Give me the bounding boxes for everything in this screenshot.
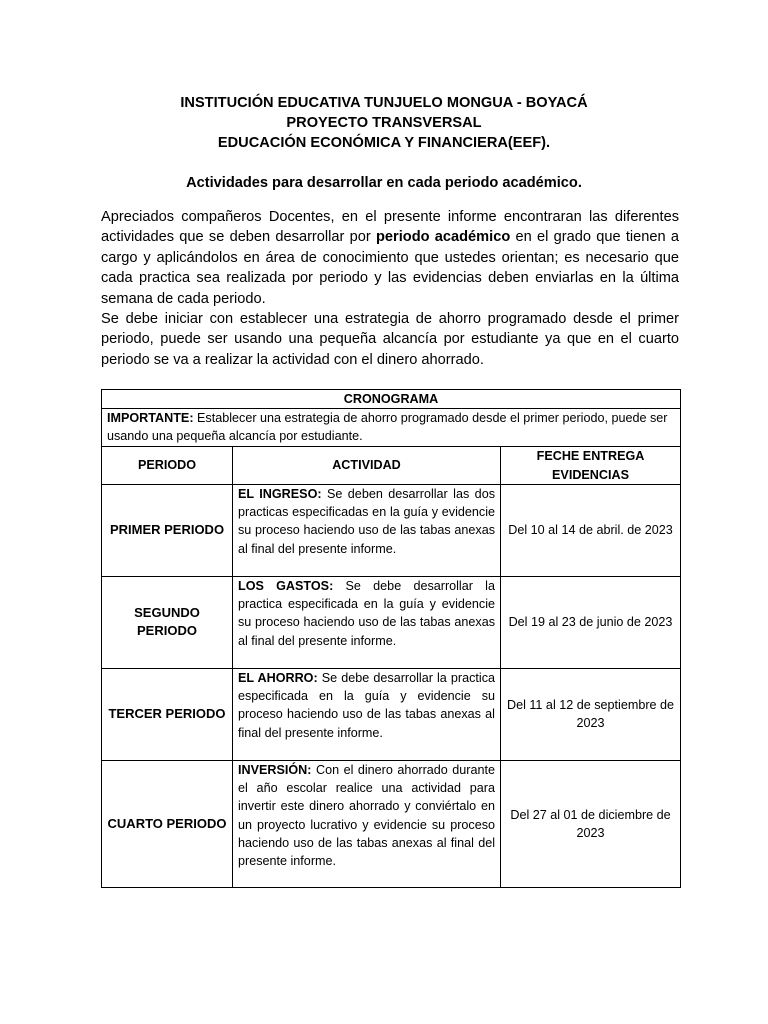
- period-cell: SEGUNDO PERIODO: [102, 576, 233, 668]
- activity-label: EL AHORRO:: [238, 670, 318, 685]
- activity-label: LOS GASTOS:: [238, 578, 334, 593]
- table-row: [102, 484, 681, 576]
- intro-p1-text-end: en el grado que tienen a cargo y aplicándolos en área de conocimiento que ustedes orientan; es necesario que cada practica sea realizada por periodo y las evidencias deben enviarlas en la última semana de cada periodo.: [101, 229, 679, 307]
- date-cell: Del 10 al 14 de abril. de 2023: [501, 484, 681, 576]
- important-label: IMPORTANTE:: [107, 411, 194, 426]
- project-title: PROYECTO TRANSVERSAL: [286, 115, 482, 131]
- intro-paragraph-2: Se debe iniciar con establecer una estrategia de ahorro programado desde el primer periodo, puede ser usando una pequeña alcancía por estudiante ya que en el cuarto periodo se va a realizar la actividad con el dinero ahorrado.: [101, 311, 679, 368]
- column-header-periodo: PERIODO: [102, 447, 233, 485]
- activity-label: EL INGRESO:: [238, 486, 322, 501]
- period-cell: TERCER PERIODO: [102, 668, 233, 760]
- intro-text: [101, 207, 679, 370]
- intro-paragraph-1: [101, 207, 679, 309]
- activity-cell: [233, 576, 501, 668]
- period-cell: PRIMER PERIODO: [102, 484, 233, 576]
- activity-label: INVERSIÓN:: [238, 762, 312, 777]
- activity-cell: [233, 760, 501, 887]
- intro-p1-text: Apreciados compañeros Docentes, en el presente informe encontraran las diferentes actividades que se deben desarrollar por: [101, 209, 679, 246]
- date-cell: Del 11 al 12 de septiembre de 2023: [501, 668, 681, 760]
- table-row: [102, 760, 681, 887]
- intro-p1-bold: periodo académico: [376, 229, 511, 246]
- activity-text: Se debe desarrollar la practica especificada en la guía y evidencie su proceso haciendo uso de las tabas anexas al final del presente informe.: [238, 578, 495, 648]
- activity-cell: [233, 668, 501, 760]
- column-header-fecha: FECHE ENTREGA EVIDENCIAS: [501, 447, 681, 485]
- date-cell: Del 19 al 23 de junio de 2023: [501, 576, 681, 668]
- activity-text: Con el dinero ahorrado durante el año escolar realice una actividad para invertir este dinero ahorrado y conviértalo en un proyecto lucrativo y evidencie su proceso haciendo uso de las tabas anexas al final del presente informe.: [238, 762, 495, 869]
- activity-cell: [233, 484, 501, 576]
- document-header: [0, 93, 768, 153]
- schedule-table: [101, 389, 681, 888]
- activity-text: Se deben desarrollar las dos practicas especificadas en la guía y evidencie su proceso haciendo uso de las tabas anexas al final del presente informe.: [238, 486, 495, 556]
- date-cell: Del 27 al 01 de diciembre de 2023: [501, 760, 681, 887]
- institution-name: INSTITUCIÓN EDUCATIVA TUNJUELO MONGUA - BOYACÁ: [180, 95, 588, 111]
- schedule-title: CRONOGRAMA: [102, 390, 681, 409]
- important-text: Establecer una estrategia de ahorro programado desde el primer periodo, puede ser usando una pequeña alcancía por estudiante.: [107, 411, 668, 443]
- table-row: [102, 576, 681, 668]
- activity-text: Se debe desarrollar la practica especificada en la guía y evidencie su proceso haciendo uso de las tabas anexas al final del presente informe.: [238, 670, 496, 740]
- column-header-actividad: ACTIVIDAD: [233, 447, 501, 485]
- important-note: [102, 409, 681, 447]
- program-title: EDUCACIÓN ECONÓMICA Y FINANCIERA(EEF).: [217, 135, 551, 151]
- table-row: [102, 668, 681, 760]
- period-cell: CUARTO PERIODO: [102, 760, 233, 887]
- document-subtitle: Actividades para desarrollar en cada periodo académico.: [186, 175, 582, 191]
